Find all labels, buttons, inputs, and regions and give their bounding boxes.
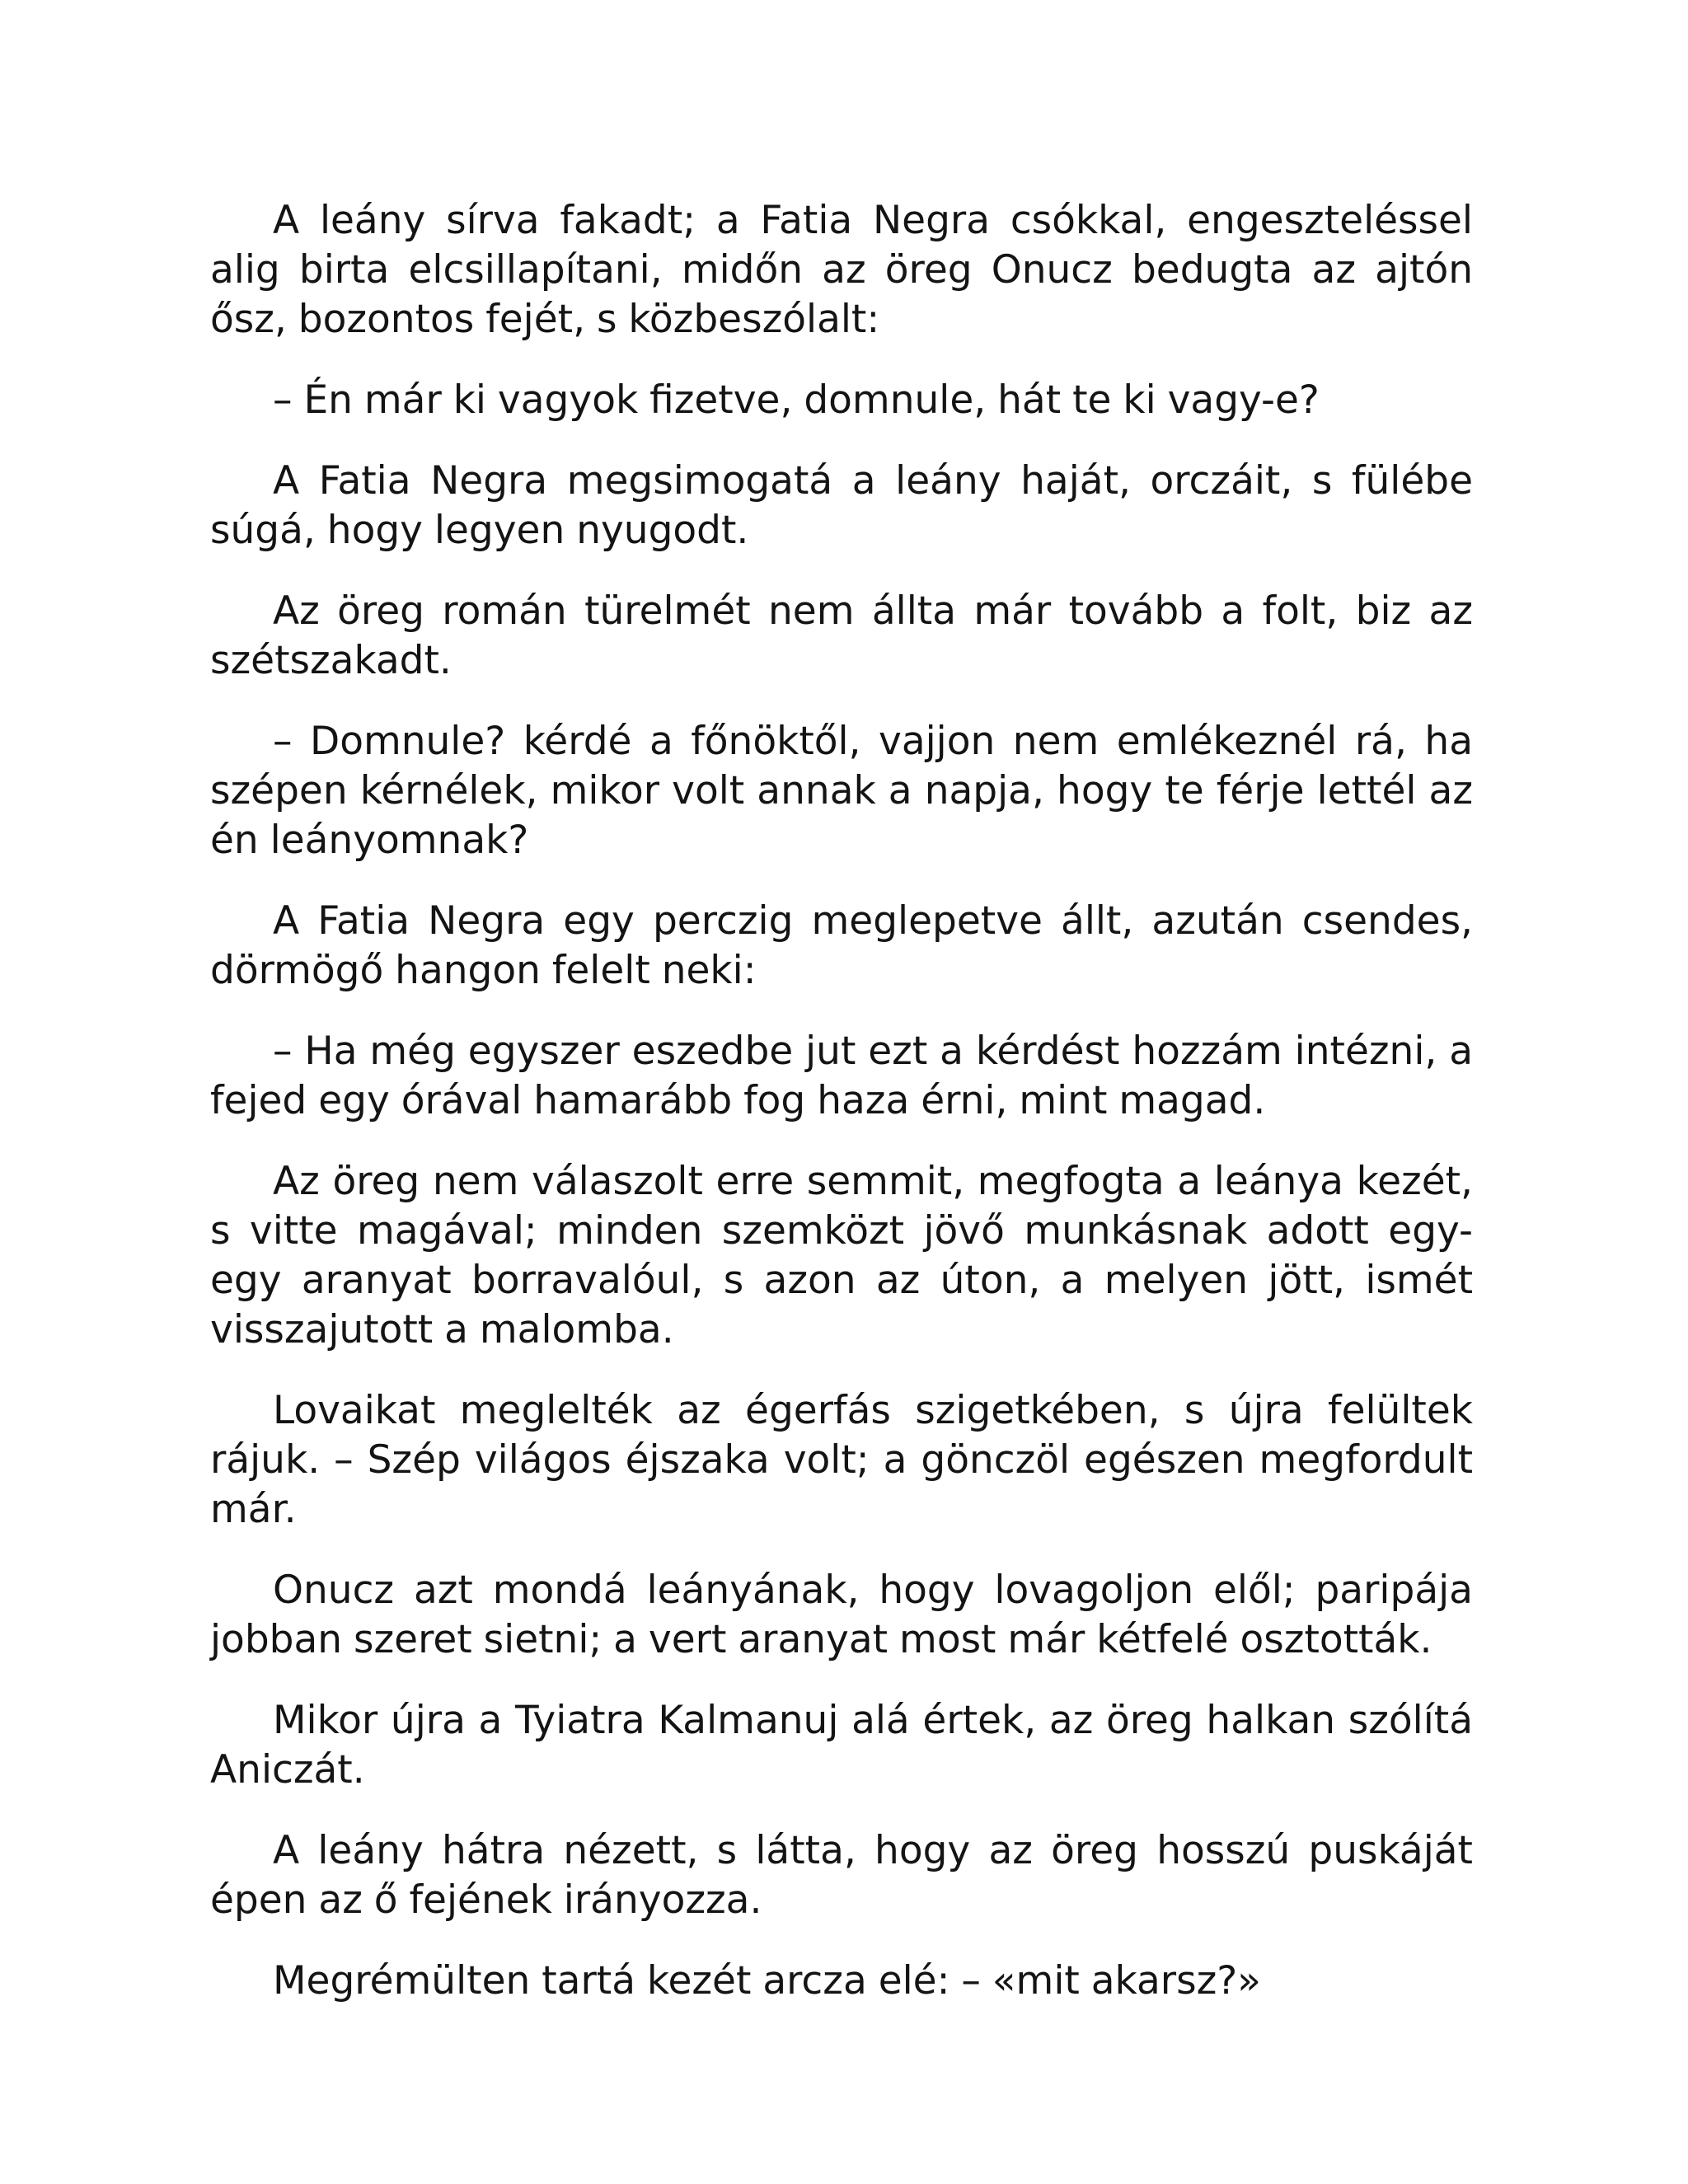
paragraph-7: – Ha még egyszer eszedbe jut ezt a kérdést hozzám intézni, a fejed egy órával hamarább fog haza érni, mint magad. xyxy=(210,1029,1473,1123)
paragraph-10: Onucz azt mondá leányának, hogy lovagoljon elől; paripája jobban szeret sietni; a vert aranyat most már kétfelé osztották. xyxy=(210,1568,1473,1662)
paragraph-6: A Fatia Negra egy perczig meglepetve állt, azután csendes, dörmögő hangon felelt neki: xyxy=(210,898,1473,993)
paragraph-5: – Domnule? kérdé a főnöktől, vajjon nem emlékeznél rá, ha szépen kérnélek, mikor volt annak a napja, hogy te férje lettél az én leányomnak? xyxy=(210,719,1473,863)
paragraph-4: Az öreg román türelmét nem állta már tovább a folt, biz az szétszakadt. xyxy=(210,588,1473,683)
paragraph-13: Megrémülten tartá kezét arcza elé: – «mit akarsz?» xyxy=(273,1958,1261,2004)
paragraph-12: A leány hátra nézett, s látta, hogy az öreg hosszú puskáját épen az ő fejének irányozza. xyxy=(210,1828,1473,1923)
paragraph-2: – Én már ki vagyok fizetve, domnule, hát te ki vagy-e? xyxy=(273,377,1320,423)
paragraph-9: Lovaikat meglelték az égerfás szigetkében, s újra felültek rájuk. – Szép világos éjszaka volt; a gönczöl egészen megfordult már. xyxy=(210,1388,1473,1532)
paragraph-1: A leány sírva fakadt; a Fatia Negra csókkal, engeszteléssel alig birta elcsillapítani, midőn az öreg Onucz bedugta az ajtón ősz, bozontos fejét, s közbeszólalt: xyxy=(210,198,1473,342)
paragraph-3: A Fatia Negra megsimogatá a leány haját, orczáit, s fülébe súgá, hogy legyen nyugodt. xyxy=(210,458,1473,553)
paragraph-11: Mikor újra a Tyiatra Kalmanuj alá értek, az öreg halkan szólítá Aniczát. xyxy=(210,1698,1473,1793)
paragraph-8: Az öreg nem válaszolt erre semmit, megfogta a leánya kezét, s vitte magával; minden szemközt jövő munkásnak adott egy-egy aranyat borravalóul, s azon az úton, a melyen jött, ismét visszajutott a malomba. xyxy=(210,1159,1473,1352)
document-page xyxy=(210,196,1473,2037)
